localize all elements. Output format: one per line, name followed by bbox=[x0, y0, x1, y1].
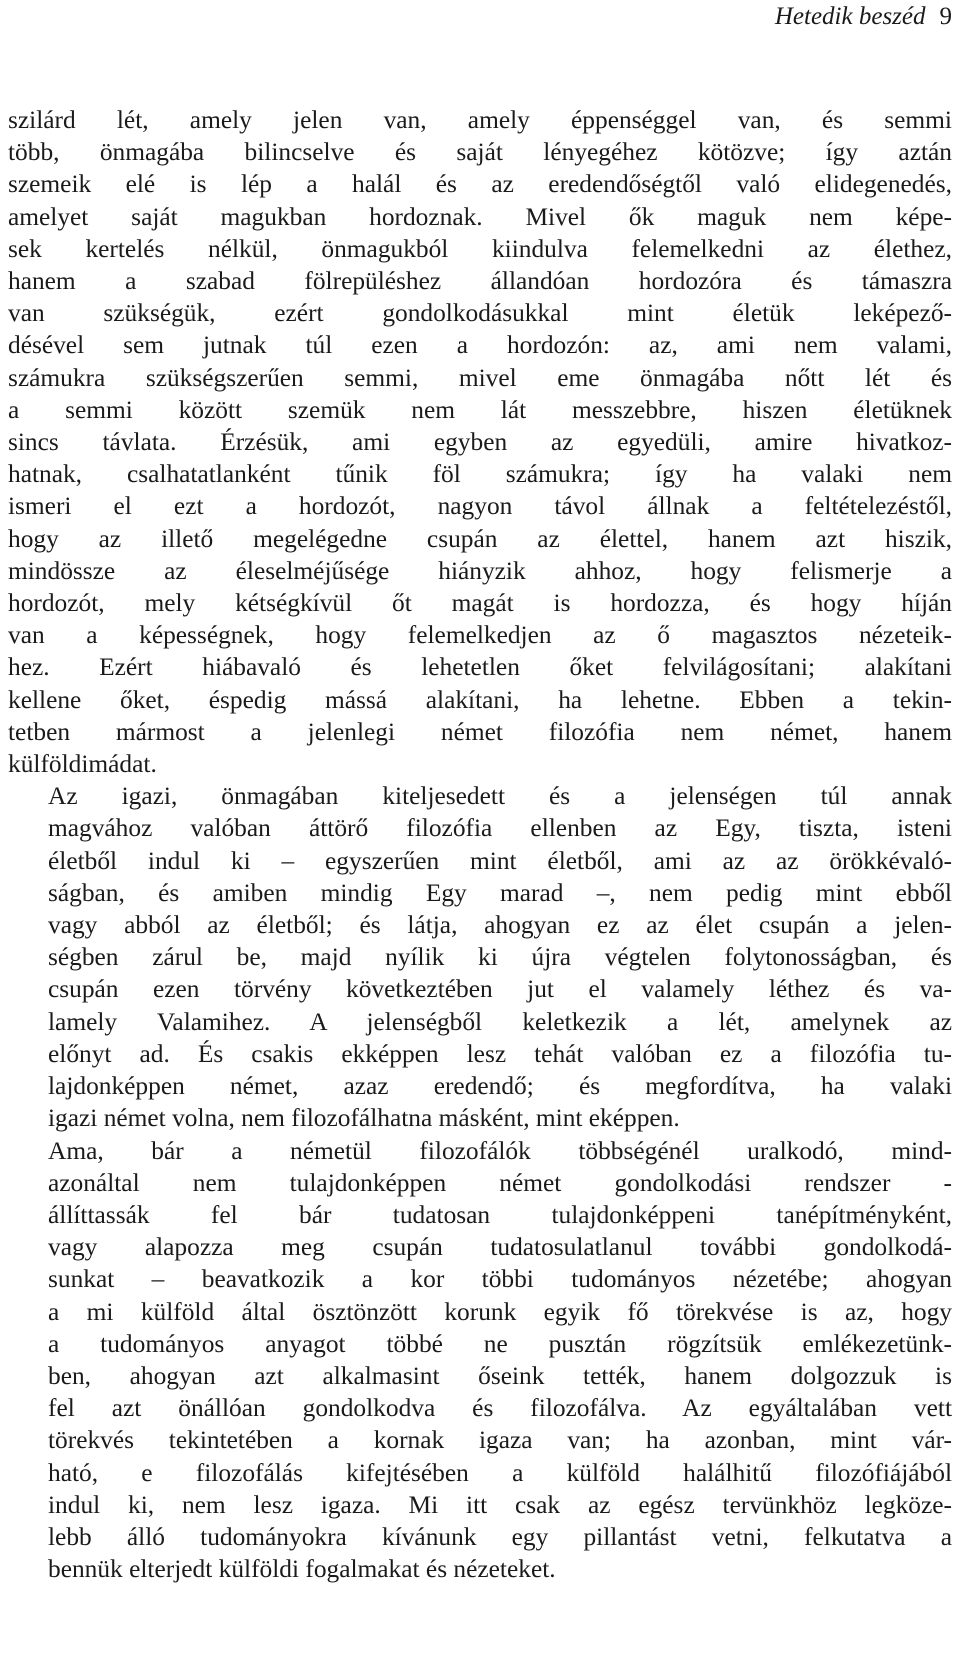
text-line: sek kertelés nélkül, önmagukból kiindulva felemelkedni az élethez, bbox=[8, 234, 952, 263]
text-line: igazi német volna, nem filozofálhatna másként, mint eképpen. bbox=[48, 1104, 680, 1133]
text-line: szemeik elé is lép a halál és az eredendőségtől való elidegenedés, bbox=[8, 170, 952, 199]
text-line: kellene őket, éspedig mássá alakítani, ha lehetne. Ebben a tekin- bbox=[8, 685, 952, 714]
text-line: azonáltal nem tulajdonképpen német gondolkodási rendszer - bbox=[48, 1168, 952, 1197]
text-line: bennük elterjedt külföldi fogalmakat és nézeteket. bbox=[48, 1555, 556, 1584]
text-line: hogy az illető megelégedne csupán az élettel, hanem azt hiszik, bbox=[8, 524, 952, 553]
text-line: szilárd lét, amely jelen van, amely éppenséggel van, és semmi bbox=[8, 106, 952, 134]
text-line: indul ki, nem lesz igaza. Mi itt csak az egész tervünkhöz legköze- bbox=[48, 1490, 952, 1519]
text-line: Az igazi, önmagában kiteljesedett és a jelenségen túl annak bbox=[48, 782, 952, 811]
text-line: törekvés tekintetében a kornak igaza van; ha azonban, mint vár- bbox=[48, 1426, 952, 1455]
text-line: van szükségük, ezért gondolkodásukkal mint életük leképező- bbox=[8, 299, 952, 328]
text-line: több, önmagába bilincselve és saját lényegéhez kötözve; így aztán bbox=[8, 138, 952, 167]
text-line: hordozót, mely kétségkívül őt magát is hordozza, és hogy híján bbox=[8, 589, 952, 618]
paragraph bbox=[8, 1135, 952, 1586]
paragraph bbox=[8, 104, 952, 780]
running-header bbox=[775, 2, 952, 32]
text-line: lebb álló tudományokra kívánunk egy pillantást vetni, felkutatva a bbox=[48, 1522, 952, 1551]
text-line: fel azt önállóan gondolkodva és filozofálva. Az egyáltalában vett bbox=[48, 1394, 952, 1423]
text-line: ságban, és amiben mindig Egy marad –, nem pedig mint ebből bbox=[48, 878, 952, 907]
text-line: ben, ahogyan azt alkalmasint őseink tették, hanem dolgozzuk is bbox=[48, 1361, 952, 1390]
text-line: ismeri el ezt a hordozót, nagyon távol állnak a feltételezéstől, bbox=[8, 492, 952, 521]
text-line: vagy alapozza meg csupán tudatosulatlanul további gondolkodá- bbox=[48, 1233, 952, 1262]
text-line: számukra szükségszerűen semmi, mivel eme önmagába nőtt lét és bbox=[8, 363, 952, 392]
text-line: van a képességnek, hogy felemelkedjen az ő magasztos nézeteik- bbox=[8, 621, 952, 650]
text-line: vagy abból az életből; és látja, ahogyan ez az élet csupán a jelen- bbox=[48, 911, 952, 940]
text-line: sincs távlata. Érzésük, ami egyben az egyedüli, amire hivatkoz- bbox=[8, 428, 952, 457]
page-number: 9 bbox=[939, 3, 952, 30]
text-line: lamely Valamihez. A jelenségből keletkezik a lét, amelynek az bbox=[48, 1007, 952, 1036]
text-line: külföldimádat. bbox=[8, 750, 157, 779]
text-line: Ama, bár a németül filozofálók többségénél uralkodó, mind- bbox=[48, 1136, 952, 1165]
text-line: lajdonképpen német, azaz eredendő; és megfordítva, ha valaki bbox=[48, 1072, 952, 1101]
text-line: hez. Ezért hiábavaló és lehetetlen őket felvilágosítani; alakítani bbox=[8, 653, 952, 682]
chapter-title: Hetedik beszéd bbox=[774, 3, 926, 30]
text-line: magvához valóban áttörő filozófia ellenben az Egy, tiszta, isteni bbox=[48, 814, 952, 843]
text-line: életből indul ki – egyszerűen mint életből, ami az az örökkévaló- bbox=[48, 846, 952, 875]
body-text bbox=[8, 104, 952, 1585]
text-line: ségben zárul be, majd nyílik ki újra végtelen folytonosságban, és bbox=[48, 943, 952, 972]
text-line: amelyet saját magukban hordoznak. Mivel ők maguk nem képe- bbox=[8, 202, 952, 231]
text-line: hanem a szabad fölrepüléshez állandóan hordozóra és támaszra bbox=[8, 267, 952, 296]
text-line: hatnak, csalhatatlanként tűnik föl számukra; így ha valaki nem bbox=[8, 460, 952, 489]
text-line: a mi külföld által ösztönzött korunk egyik fő törekvése is az, hogy bbox=[48, 1297, 952, 1326]
text-line: sunkat – beavatkozik a kor többi tudományos nézetébe; ahogyan bbox=[48, 1265, 952, 1294]
text-line: ható, e filozofálás kifejtésében a külföld halálhitű filozófiájából bbox=[48, 1458, 952, 1487]
text-line: csupán ezen törvény következtében jut el valamely léthez és va- bbox=[48, 975, 952, 1004]
paragraph bbox=[8, 780, 952, 1134]
text-line: a semmi között szemük nem lát messzebbre, hiszen életüknek bbox=[8, 395, 952, 424]
text-line: désével sem jutnak túl ezen a hordozón: az, ami nem valami, bbox=[8, 331, 952, 360]
text-line: mindössze az éleselméjűsége hiányzik ahhoz, hogy felismerje a bbox=[8, 556, 952, 585]
text-line: a tudományos anyagot többé ne pusztán rögzítsük emlékezetünk- bbox=[48, 1329, 952, 1358]
text-line: tetben mármost a jelenlegi német filozófia nem német, hanem bbox=[8, 717, 952, 746]
text-line: állíttassák fel bár tudatosan tulajdonképpeni tanépítményként, bbox=[48, 1200, 952, 1229]
text-line: előnyt ad. És csakis ekképpen lesz tehát valóban ez a filozófia tu- bbox=[48, 1039, 952, 1068]
